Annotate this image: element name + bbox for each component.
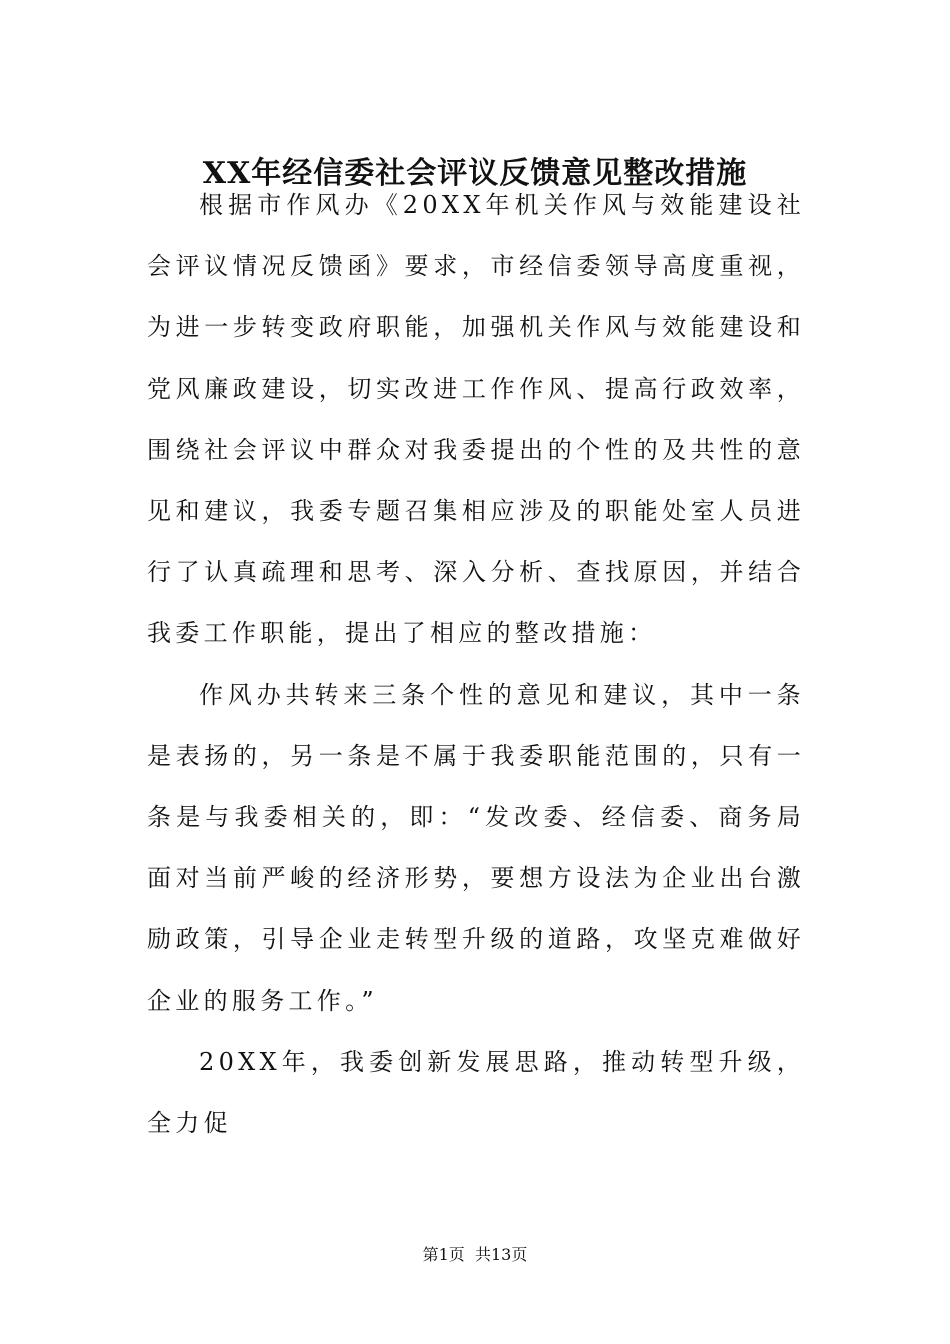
page-total: 共13页 bbox=[474, 1245, 528, 1264]
page-footer bbox=[0, 1244, 950, 1266]
paragraph-feedback: 作风办共转来三条个性的意见和建议，其中一条是表扬的，另一条是不属于我委职能范围的，只有一条是与我委相关的，即：“发改委、经信委、商务局面对当前严峻的经济形势，要想方设法为企业出台激励政策，引导企业走转型升级的道路，攻坚克难做好企业的服务工作。” bbox=[147, 680, 805, 1015]
paragraph-measures-start: 20XX年，我委创新发展思路，推动转型升级，全力促 bbox=[147, 1047, 805, 1138]
document-body bbox=[147, 175, 805, 1154]
document-title: XX年经信委社会评议反馈意见整改措施 bbox=[202, 156, 748, 192]
page-number: 第1页 bbox=[422, 1245, 465, 1264]
paragraph-intro: 根据市作风办《20XX年机关作风与效能建设社会评议情况反馈函》要求，市经信委领导高度重视，为进一步转变政府职能，加强机关作风与效能建设和党风廉政建设，切实改进工作作风、提高行政效率，围绕社会评议中群众对我委提出的个性的及共性的意见和建议，我委专题召集相应涉及的职能处室人员进行了认真疏理和思考、深入分析、查找原因，并结合我委工作职能，提出了相应的整改措施： bbox=[147, 191, 805, 648]
